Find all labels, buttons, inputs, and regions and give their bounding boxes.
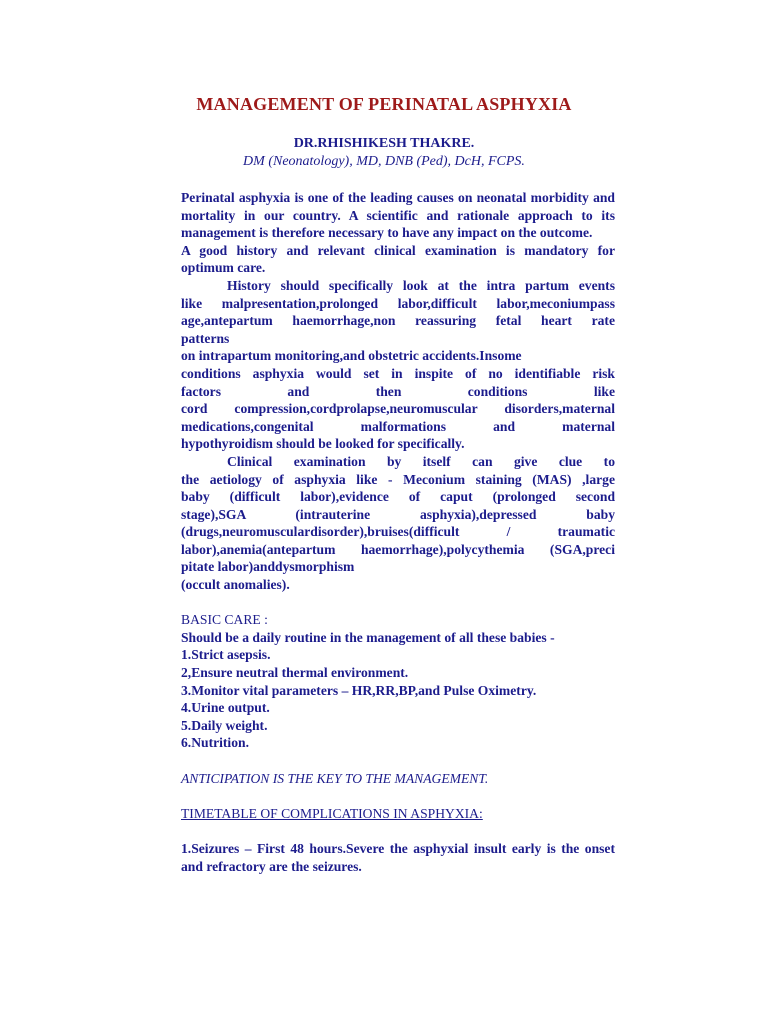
document-title: MANAGEMENT OF PERINATAL ASPHYXIA bbox=[196, 94, 572, 114]
history-line: age,antepartum haemorrhage,non reassuring fetal heart rate bbox=[181, 313, 615, 329]
clinical-line: the aetiology of asphyxia like - Meconium staining (MAS) ,large bbox=[181, 471, 615, 487]
history-line: medications,congenital malformations and maternal bbox=[181, 418, 615, 434]
history-line: on intrapartum monitoring,and obstetric accidents.Insome bbox=[181, 348, 522, 364]
basic-care-item: 3.Monitor vital parameters – HR,RR,BP,and Pulse Oximetry. bbox=[181, 682, 537, 698]
history-paragraph bbox=[181, 277, 615, 453]
basic-care-item: 2,Ensure neutral thermal environment. bbox=[181, 665, 409, 681]
clinical-line: stage),SGA (intrauterine asphyxia),depressed baby bbox=[181, 506, 615, 522]
history-line: patterns bbox=[181, 330, 230, 346]
history-line: factors and then conditions like bbox=[181, 383, 615, 399]
history-line: History should specifically look at the intra partum events bbox=[227, 277, 615, 293]
document-body bbox=[181, 189, 615, 875]
spacer bbox=[181, 787, 615, 805]
basic-care-item: 6.Nutrition. bbox=[181, 735, 249, 751]
history-line: conditions asphyxia would set in inspite of no identifiable risk bbox=[181, 365, 615, 381]
history-line: like malpresentation,prolonged labor,difficult labor,meconiumpass bbox=[181, 295, 615, 311]
basic-care-item: 1.Strict asepsis. bbox=[181, 647, 271, 663]
clinical-paragraph bbox=[181, 453, 615, 594]
basic-care-intro: Should be a daily routine in the management of all these babies - bbox=[181, 629, 555, 645]
spacer bbox=[181, 752, 615, 770]
intro-paragraph: Perinatal asphyxia is one of the leading causes on neonatal morbidity and mortality in our country. A scientific and rationale approach to its management is therefore necessary to have any impact on the outcome. bbox=[181, 190, 615, 241]
basic-care-item: 5.Daily weight. bbox=[181, 717, 268, 733]
clinical-line: labor),anemia(antepartum haemorrhage),polycythemia (SGA,preci bbox=[181, 541, 615, 557]
clinical-line: (drugs,neuromusculardisorder),bruises(difficult / traumatic bbox=[181, 524, 615, 540]
spacer bbox=[181, 822, 615, 840]
author-name: DR.RHISHIKESH THAKRE. bbox=[293, 136, 475, 151]
clinical-line: Clinical examination by itself can give clue to bbox=[227, 453, 615, 469]
clinical-line: baby (difficult labor),evidence of caput (prolonged second bbox=[181, 489, 615, 505]
spacer bbox=[181, 594, 615, 612]
history-line: cord compression,cordprolapse,neuromuscular disorders,maternal bbox=[181, 401, 615, 417]
basic-care-heading: BASIC CARE : bbox=[181, 612, 268, 628]
clinical-line: (occult anomalies). bbox=[181, 577, 290, 593]
clinical-line: pitate labor)anddysmorphism bbox=[181, 559, 355, 575]
intro-paragraph: A good history and relevant clinical examination is mandatory for optimum care. bbox=[181, 242, 615, 276]
history-line: hypothyroidism should be looked for specifically. bbox=[181, 436, 465, 452]
anticipation-statement: ANTICIPATION IS THE KEY TO THE MANAGEMENT. bbox=[181, 770, 489, 786]
timetable-heading: TIMETABLE OF COMPLICATIONS IN ASPHYXIA: bbox=[181, 805, 483, 821]
author-degrees: DM (Neonatology), MD, DNB (Ped), DcH, FCPS. bbox=[243, 154, 525, 169]
basic-care-item: 4.Urine output. bbox=[181, 700, 270, 716]
seizures-paragraph: 1.Seizures – First 48 hours.Severe the asphyxial insult early is the onset and refractory are the seizures. bbox=[181, 840, 615, 874]
